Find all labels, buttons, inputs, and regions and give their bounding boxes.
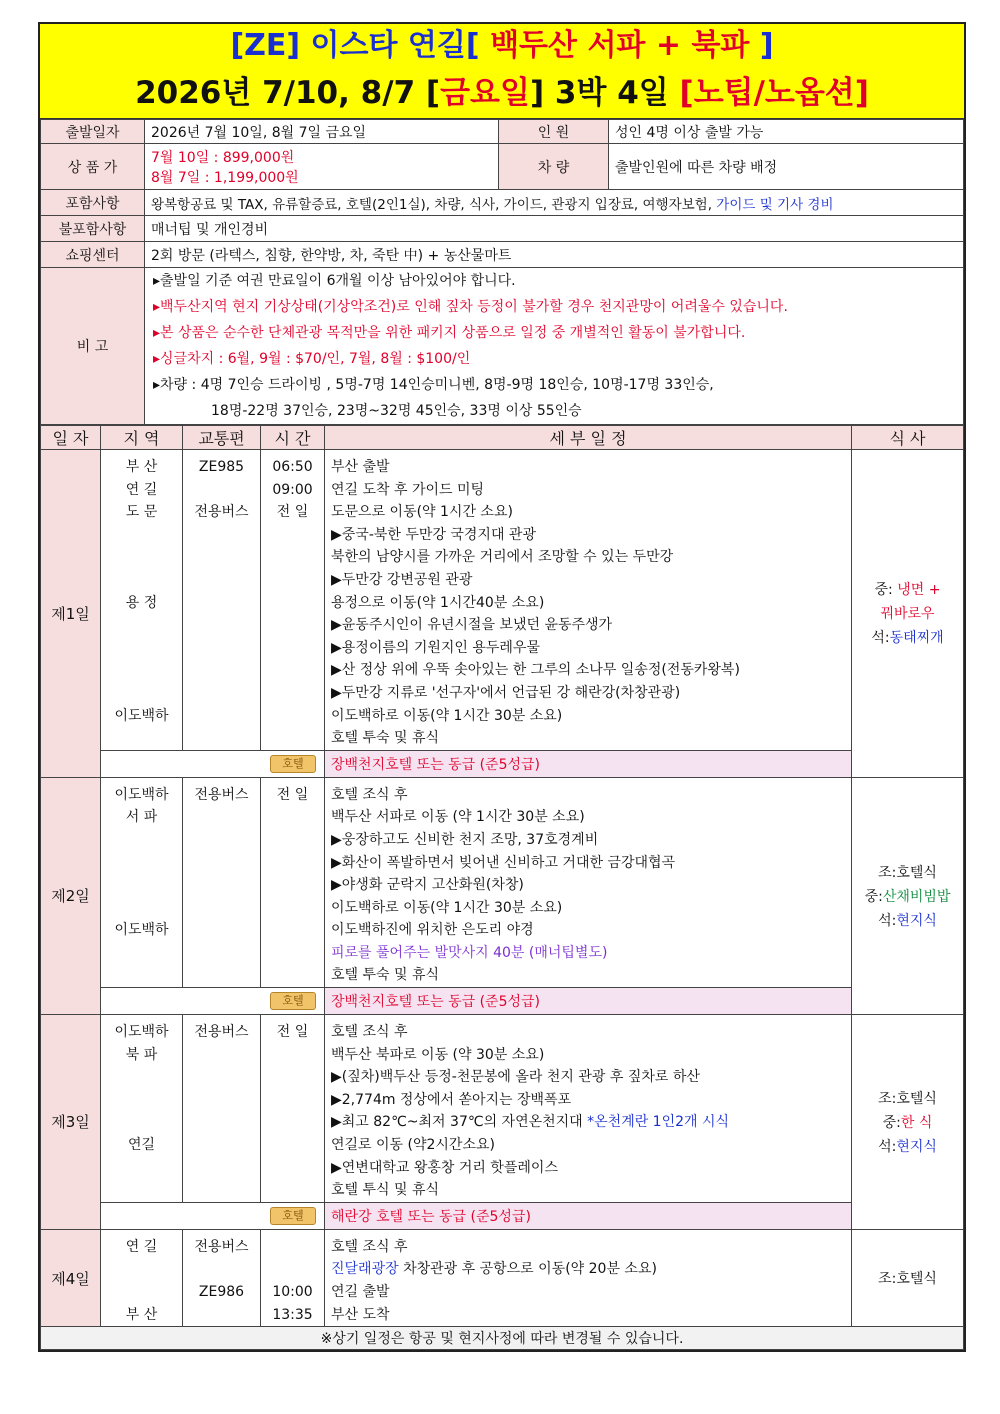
transport: ZE986 — [198, 1284, 245, 1300]
transport — [189, 479, 254, 502]
meal-label: 중: — [882, 1114, 901, 1131]
region — [107, 897, 176, 920]
transport: 전용버스 — [194, 504, 249, 521]
region: 연 길 — [125, 481, 158, 498]
region — [107, 727, 176, 750]
price-july: 7월 10일 : 899,000원 — [151, 149, 295, 166]
time: 10:00 — [272, 1284, 313, 1300]
time: 전 일 — [276, 1024, 309, 1041]
detail-line: 연길 출발 — [331, 1284, 390, 1300]
title-line1 — [40, 24, 964, 68]
day-transport — [183, 1229, 261, 1326]
people-value: 성인 4명 이상 출발 가능 — [609, 120, 964, 144]
vehicle-value: 출발인원에 따른 차량 배정 — [609, 144, 964, 190]
detail-line: ▶두만강 강변공원 관광 — [331, 571, 473, 588]
shopping-label: 쇼핑센터 — [41, 242, 145, 268]
note-item: ▸출발일 기준 여권 만료일이 6개월 이상 남아있어야 합니다. — [153, 273, 516, 289]
hotel-icon: 호텔 — [270, 755, 316, 773]
day-row — [41, 777, 964, 987]
hotel-row — [41, 750, 964, 777]
region: 부 산 — [125, 459, 158, 475]
footer-row — [41, 1327, 964, 1350]
day-meals — [852, 1229, 964, 1326]
notes-list — [145, 268, 964, 425]
region — [107, 524, 176, 547]
hotel-name: 장백천지호텔 또는 동급 (준5성급) — [325, 988, 852, 1015]
region — [107, 1066, 176, 1089]
meal-value: 동태찌개 — [889, 630, 944, 647]
meal-value: 산채비빔밥 — [882, 888, 951, 905]
price-august: 8월 7일 : 1,199,000원 — [151, 169, 299, 186]
detail-line: 호텔 조식 후 — [331, 1238, 408, 1255]
header-meal: 식 사 — [852, 426, 964, 450]
transport: 전용버스 — [194, 1238, 249, 1255]
detail-line: ▶용정이름의 기원지인 용두레우물 — [331, 639, 541, 656]
meal-label: 조: — [878, 864, 897, 881]
day-details — [325, 1015, 852, 1203]
meal-label: 석: — [878, 1138, 897, 1155]
time: 09:00 — [272, 481, 313, 498]
note-item: ▸본 상품은 순수한 단체관광 목적만을 위한 패키지 상품으로 일정 중 개별적인 활동이 불가합니다. — [153, 325, 746, 341]
footer-note: ※상기 일정은 항공 및 현지사정에 따라 변경될 수 있습니다. — [41, 1327, 964, 1350]
title-duration: ] 3박 4일 — [529, 75, 680, 111]
region: 부 산 — [125, 1306, 158, 1323]
day-regions — [101, 1229, 183, 1326]
region — [107, 682, 176, 705]
detail-line: 백두산 서파로 이동 (약 1시간 30분 소요) — [331, 809, 585, 826]
time: 전 일 — [276, 786, 309, 803]
time: 06:50 — [272, 459, 313, 475]
region: 도 문 — [125, 504, 158, 521]
title-highlight: 백두산 서파 + 북파 — [490, 28, 750, 63]
header-region: 지 역 — [101, 426, 183, 450]
detail-line: ▶두만강 지류로 '선구자'에서 언급된 강 해란강(차창관광) — [331, 684, 681, 701]
detail-line: 북한의 남양시를 가까운 거리에서 조망할 수 있는 두만강 — [331, 549, 674, 566]
meal-label: 조: — [878, 1090, 897, 1107]
hotel-icon: 호텔 — [270, 1207, 316, 1225]
hotel-name: 해란강 호텔 또는 동급 (준5성급) — [325, 1202, 852, 1229]
detail-line: ▶산 정상 위에 우뚝 솟아있는 한 그루의 소나무 일송정(전동카왕복) — [331, 662, 740, 679]
region — [107, 852, 176, 875]
day-details — [325, 1229, 852, 1326]
meal-value: 냉면 + — [897, 582, 941, 599]
excluded-label: 불포함사항 — [41, 216, 145, 242]
day-transport — [183, 1015, 261, 1203]
hotel-icon-cell — [101, 988, 325, 1015]
day-transport — [183, 777, 261, 987]
header-time: 시 간 — [261, 426, 325, 450]
day-meals — [852, 777, 964, 1014]
title-tag: [노팁/노옵션] — [679, 75, 869, 111]
region — [107, 1179, 176, 1202]
day-row — [41, 1229, 964, 1326]
region — [107, 546, 176, 569]
region: 연 길 — [125, 1238, 158, 1255]
detail-highlight: *온천계란 1인2개 시식 — [587, 1114, 730, 1131]
day-row — [41, 1015, 964, 1203]
hotel-name: 장백천지호텔 또는 동급 (준5성급) — [325, 750, 852, 777]
day-row — [41, 450, 964, 751]
time: 전 일 — [276, 504, 309, 521]
region — [107, 1258, 176, 1281]
meal-value: 호텔식 — [896, 1271, 937, 1287]
detail-line: 부산 출발 — [331, 459, 390, 475]
detail-text: 차창관광 후 공항으로 이동(약 20분 소요) — [403, 1261, 657, 1278]
day-regions — [101, 450, 183, 751]
region — [107, 1281, 176, 1304]
included-text: 왕복항공료 및 TAX, 유류할증료, 호텔(2인1실), 차량, 식사, 가이드, 관광지 입장료, 여행자보험, — [151, 196, 717, 213]
meal-value: 호텔식 — [896, 1090, 937, 1107]
region — [107, 569, 176, 592]
day-details — [325, 777, 852, 987]
detail-line: 호텔 투숙 및 휴식 — [331, 730, 440, 747]
vehicle-label: 차 량 — [499, 144, 609, 190]
info-table — [40, 119, 964, 425]
detail-line: ▶윤동주시인이 유년시절을 보냈던 윤동주생가 — [331, 617, 613, 634]
time — [267, 1236, 318, 1259]
title-line2 — [40, 68, 964, 118]
included-label: 포함사항 — [41, 190, 145, 216]
detail-line: 연길 도착 후 가이드 미팅 — [331, 481, 485, 498]
region — [107, 942, 176, 965]
detail-line — [331, 1258, 845, 1281]
meal-label: 중: — [874, 582, 898, 599]
detail-line — [331, 1111, 845, 1134]
detail-line: 이도백하로 이동(약 1시간 30분 소요) — [331, 899, 563, 916]
detail-line: 용정으로 이동(약 1시간40분 소요) — [331, 594, 545, 611]
region: 이도백하 — [114, 1024, 169, 1041]
title-suffix: ] — [749, 28, 774, 63]
region — [107, 614, 176, 637]
region: 이도백하 — [114, 786, 169, 803]
departure-label: 출발일자 — [41, 120, 145, 144]
detail-line: 피로를 풀어주는 발맛사지 40분 (매너팁별도) — [331, 944, 608, 961]
detail-highlight: 진달래광장 — [331, 1261, 399, 1278]
people-label: 인 원 — [499, 120, 609, 144]
shopping-value: 2회 방문 (라텍스, 침향, 한약방, 차, 죽탄 中) + 농산물마트 — [145, 242, 964, 268]
hotel-row — [41, 988, 964, 1015]
region — [107, 1089, 176, 1112]
region — [107, 874, 176, 897]
meal-value: 꿔바로우 — [880, 606, 935, 623]
meal-label: 석: — [878, 912, 897, 929]
title-dates: 2026년 7/10, 8/7 [ — [135, 75, 441, 111]
note-item: ▸싱글차지 : 6월, 9월 : $70/인, 7월, 8월 : $100/인 — [153, 351, 471, 367]
detail-line: ▶연변대학교 왕홍창 거리 핫플레이스 — [331, 1159, 558, 1176]
region — [107, 659, 176, 682]
time — [267, 1258, 318, 1281]
detail-line: ▶중국-북한 두만강 국경지대 관광 — [331, 526, 536, 543]
detail-line: 호텔 투식 및 휴식 — [331, 1182, 440, 1199]
region — [107, 1111, 176, 1134]
transport — [189, 1258, 254, 1281]
meal-label: 조: — [878, 1271, 897, 1287]
meal-value: 호텔식 — [896, 864, 937, 881]
day-times — [261, 777, 325, 987]
transport — [189, 1304, 254, 1327]
detail-text: ▶최고 82℃~최저 37℃의 자연온천지대 — [331, 1114, 588, 1131]
region: 연길 — [127, 1137, 156, 1154]
price-label: 상 품 가 — [41, 144, 145, 190]
note-item: ▸백두산지역 현지 기상상태(기상악조건)로 인해 짚차 등정이 불가할 경우 천지관망이 어려울수 있습니다. — [153, 299, 788, 315]
transport: 전용버스 — [194, 786, 249, 803]
note-item: 18명-22명 37인승, 23명~32명 45인승, 33명 이상 55인승 — [211, 403, 582, 419]
meal-value: 현지식 — [896, 1138, 937, 1155]
detail-line: 도문으로 이동(약 1시간 소요) — [331, 504, 513, 521]
region: 용 정 — [125, 594, 158, 611]
hotel-icon-cell — [101, 750, 325, 777]
day-label: 제1일 — [41, 450, 101, 778]
region — [107, 829, 176, 852]
detail-line: 부산 도착 — [331, 1306, 390, 1323]
hotel-icon: 호텔 — [270, 992, 316, 1010]
region: 이도백하 — [114, 707, 169, 724]
itinerary-sheet — [38, 22, 966, 1352]
day-label: 제3일 — [41, 1015, 101, 1230]
schedule-table — [40, 425, 964, 1350]
time: 13:35 — [272, 1306, 313, 1323]
day-regions — [101, 1015, 183, 1203]
detail-line: ▶2,774m 정상에서 쏟아지는 장백폭포 — [331, 1091, 572, 1108]
hotel-icon-cell — [101, 1202, 325, 1229]
detail-line: 백두산 북파로 이동 (약 30분 소요) — [331, 1046, 545, 1063]
day-label: 제4일 — [41, 1229, 101, 1326]
region: 서 파 — [125, 809, 158, 826]
header-day: 일 자 — [41, 426, 101, 450]
price-values — [145, 144, 499, 190]
detail-line: 호텔 투숙 및 휴식 — [331, 967, 440, 984]
detail-line: 호텔 조식 후 — [331, 786, 408, 803]
day-meals — [852, 450, 964, 778]
notes-label: 비 고 — [41, 268, 145, 425]
title-weekday: 금요일 — [440, 75, 530, 111]
day-meals — [852, 1015, 964, 1230]
detail-line: ▶웅장하고도 신비한 천지 조망, 37호경계비 — [331, 831, 599, 848]
transport: ZE985 — [198, 459, 245, 475]
note-item: ▸차량 : 4명 7인승 드라이빙 , 5명-7명 14인승미니벤, 8명-9명 18인승, 10명-17명 33인승, — [153, 377, 714, 393]
day-details — [325, 450, 852, 751]
meal-value: 현지식 — [896, 912, 937, 929]
day-times — [261, 1229, 325, 1326]
region — [107, 964, 176, 987]
detail-line: 연길로 이동 (약2시간소요) — [331, 1137, 495, 1154]
day-times — [261, 1015, 325, 1203]
title-banner — [40, 24, 964, 119]
meal-label: 석: — [871, 630, 890, 647]
detail-line: ▶화산이 폭발하면서 빚어낸 신비하고 거대한 금강대협곡 — [331, 854, 676, 871]
region — [107, 637, 176, 660]
title-prefix: [ZE] 이스타 연길[ — [230, 28, 491, 63]
detail-line: ▶(짚차)백두산 등정-천문봉에 올라 천지 관광 후 짚차로 하산 — [331, 1069, 700, 1086]
day-times — [261, 450, 325, 751]
detail-line: ▶야생화 군락지 고산화원(차창) — [331, 877, 524, 894]
meal-value: 한 식 — [900, 1114, 933, 1131]
included-value — [145, 190, 964, 216]
day-regions — [101, 777, 183, 987]
region — [107, 1157, 176, 1180]
day-transport — [183, 450, 261, 751]
excluded-value: 매너팁 및 개인경비 — [145, 216, 964, 242]
detail-line: 호텔 조식 후 — [331, 1024, 408, 1041]
header-transport: 교통편 — [183, 426, 261, 450]
region: 이도백하 — [114, 922, 169, 939]
meal-label: 중: — [864, 888, 883, 905]
included-highlight: 가이드 및 기사 경비 — [716, 196, 834, 213]
schedule-header — [41, 426, 964, 450]
departure-value: 2026년 7월 10일, 8월 7일 금요일 — [145, 120, 499, 144]
hotel-row — [41, 1202, 964, 1229]
detail-line: 이도백하로 이동(약 1시간 30분 소요) — [331, 707, 563, 724]
region: 북 파 — [125, 1046, 158, 1063]
transport: 전용버스 — [194, 1024, 249, 1041]
header-detail: 세 부 일 정 — [325, 426, 852, 450]
detail-line: 이도백하진에 위치한 은도리 야경 — [331, 922, 534, 939]
day-label: 제2일 — [41, 777, 101, 1014]
